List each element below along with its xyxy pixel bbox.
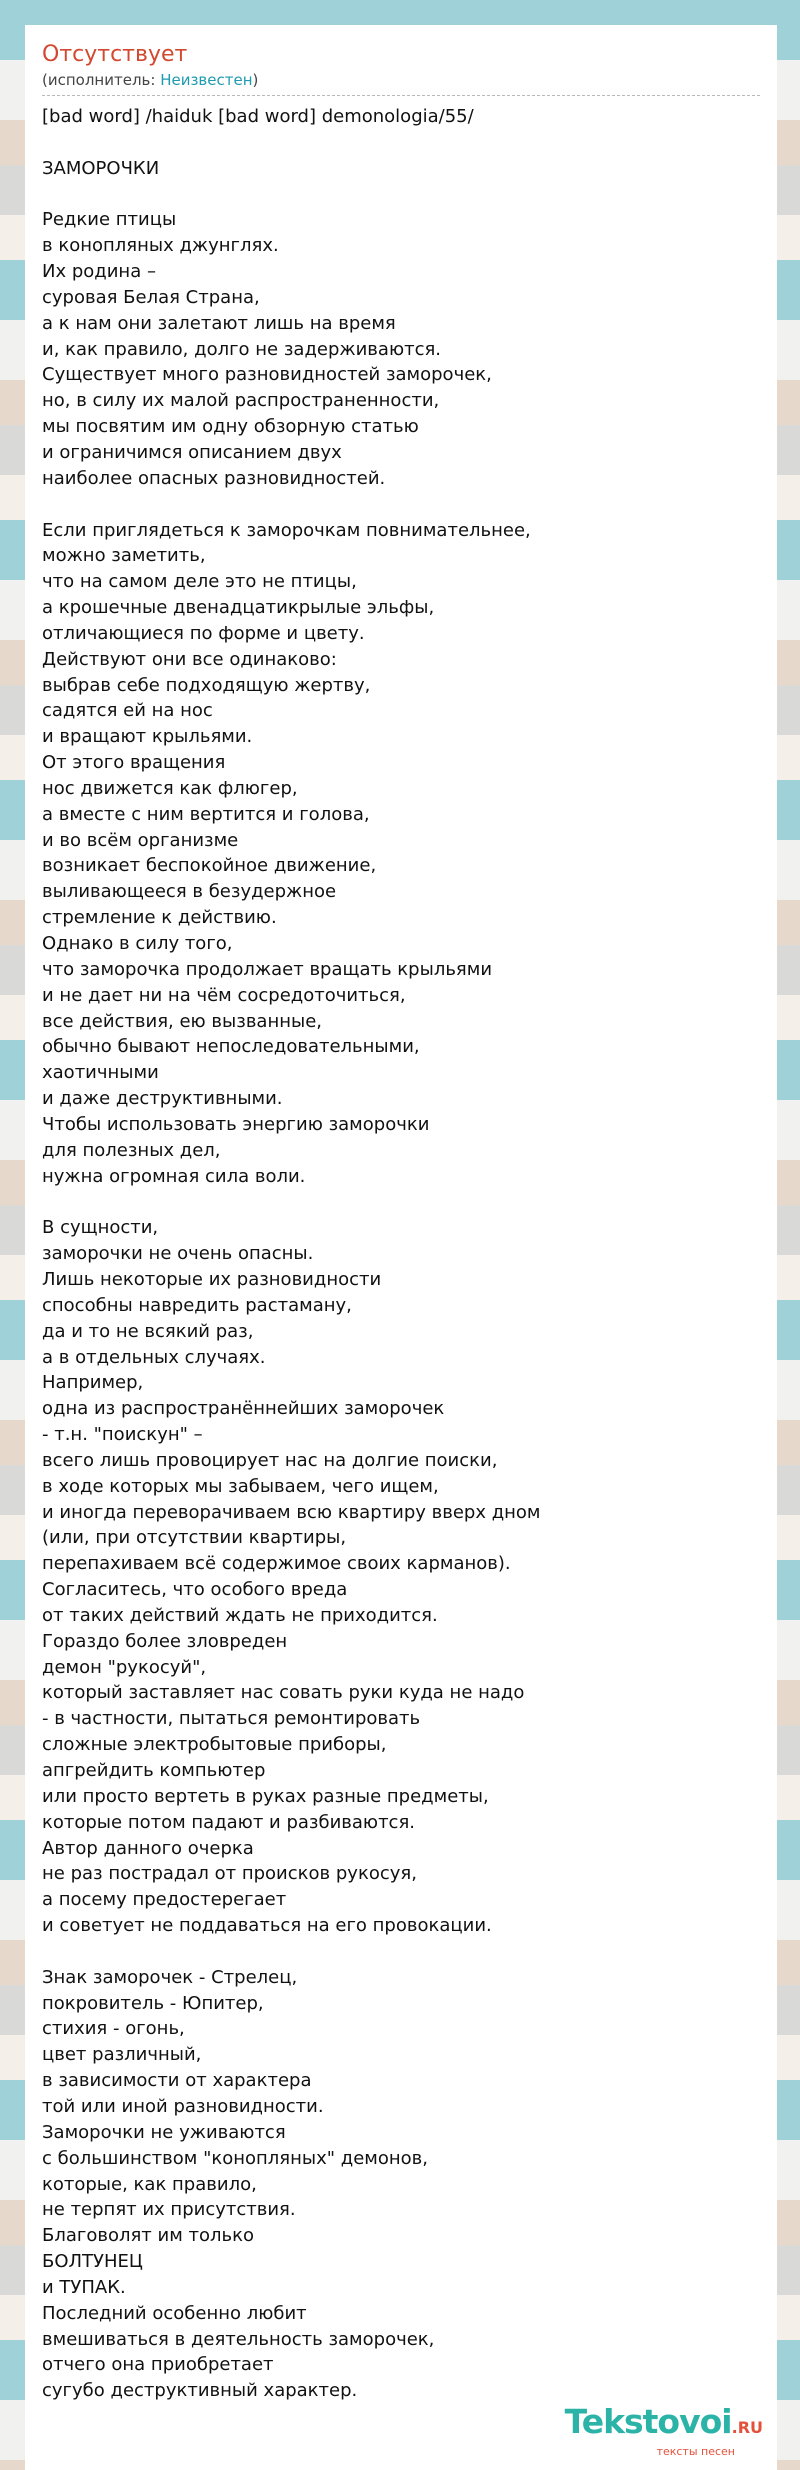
lyrics-line: всего лишь провоцирует нас на долгие поиски, <box>42 1449 498 1471</box>
lyrics-line: суровая Белая Страна, <box>42 286 260 308</box>
lyrics-line: обычно бывают непоследовательными, <box>42 1036 420 1058</box>
lyrics-line: что заморочка продолжает вращать крыльями <box>42 958 493 980</box>
lyrics-line: Однако в силу того, <box>42 933 233 954</box>
lyrics-text <box>42 104 760 2404</box>
lyrics-line: перепахиваем всё содержимое своих карманов). <box>42 1553 511 1575</box>
lyrics-line: ЗАМОРОЧКИ <box>42 157 160 179</box>
lyrics-line: Существует много разновидностей заморочек, <box>42 364 492 386</box>
lyrics-line: нос движется как флюгер, <box>42 777 298 799</box>
lyrics-line: цвет различный, <box>42 2044 202 2066</box>
lyrics-line: БОЛТУНЕЦ <box>42 2251 143 2273</box>
lyrics-line <box>42 1939 760 1965</box>
lyrics-line: не раз пострадал от происков рукосуя, <box>42 1863 417 1885</box>
lyrics-line: которые потом падают и разбиваются. <box>42 1811 415 1833</box>
lyrics-line <box>42 130 760 156</box>
lyrics-line: стремление к действию. <box>42 907 277 929</box>
performer-prefix: (исполнитель: <box>42 71 161 89</box>
lyrics-line: который заставляет нас совать руки куда не надо <box>42 1682 525 1704</box>
lyrics-line: апгрейдить компьютер <box>42 1760 266 1781</box>
lyrics-line: а к нам они залетают лишь на время <box>42 312 396 334</box>
lyrics-line: стихия - огонь, <box>42 2018 185 2040</box>
lyrics-line: не терпят их присутствия. <box>42 2199 296 2221</box>
lyrics-line: а вместе с ним вертится и голова, <box>42 803 370 825</box>
lyrics-line: от таких действий ждать не приходится. <box>42 1604 438 1626</box>
lyrics-line: в конопляных джунглях. <box>42 235 279 257</box>
song-title: Отсутствует <box>42 42 188 67</box>
lyrics-line: выливающееся в безудержное <box>42 881 337 903</box>
lyrics-line: а посему предостерегает <box>42 1889 287 1911</box>
lyrics-line: а в отдельных случаях. <box>42 1346 266 1368</box>
lyrics-line: - в частности, пытаться ремонтировать <box>42 1708 421 1730</box>
performer-link[interactable]: Неизвестен <box>160 71 253 89</box>
lyrics-line: садятся ей на нос <box>42 700 213 722</box>
lyrics-line: покровитель - Юпитер, <box>42 1992 264 2014</box>
lyrics-line: Согласитесь, что особого вреда <box>42 1579 348 1601</box>
lyrics-line: Например, <box>42 1372 144 1394</box>
lyrics-line: и во всём организме <box>42 829 239 851</box>
lyrics-line: для полезных дел, <box>42 1139 221 1161</box>
lyrics-line <box>42 492 760 518</box>
lyrics-line: Автор данного очерка <box>42 1837 254 1859</box>
lyrics-line: выбрав себе подходящую жертву, <box>42 674 371 696</box>
lyrics-line: а крошечные двенадцатикрылые эльфы, <box>42 597 435 619</box>
lyrics-line: Действуют они все одинаково: <box>42 648 337 670</box>
lyrics-line: наиболее опасных разновидностей. <box>42 467 386 489</box>
lyrics-line: и не дает ни на чём сосредоточиться, <box>42 984 406 1006</box>
performer-line <box>42 70 760 90</box>
dashed-divider <box>42 95 760 96</box>
performer-suffix: ) <box>252 71 259 89</box>
lyrics-line: но, в силу их малой распространенности, <box>42 390 440 412</box>
logo-domain: .RU <box>731 2418 763 2437</box>
lyrics-line: Заморочки не уживаются <box>42 2121 286 2143</box>
lyrics-line: и, как правило, долго не задерживаются. <box>42 338 442 360</box>
lyrics-line: вмешиваться в деятельность заморочек, <box>42 2328 435 2350</box>
logo-tagline: тексты песен <box>656 2445 735 2458</box>
lyrics-line: и ограничимся описанием двух <box>42 441 342 463</box>
lyrics-line: хаотичными <box>42 1062 159 1084</box>
logo-wordmark <box>565 2404 763 2446</box>
lyrics-line: и вращают крыльями. <box>42 726 253 748</box>
lyrics-line: и советует не поддаваться на его провокации. <box>42 1915 492 1937</box>
lyrics-line: Редкие птицы <box>42 209 177 231</box>
lyrics-line: в зависимости от характера <box>42 2070 312 2092</box>
lyrics-line: с большинством "конопляных" демонов, <box>42 2147 428 2169</box>
lyrics-line: можно заметить, <box>42 545 206 567</box>
lyrics-line: все действия, ею вызванные, <box>42 1010 323 1032</box>
lyrics-line: Если приглядеться к заморочкам повнимательнее, <box>42 519 531 541</box>
lyrics-line: и иногда переворачиваем всю квартиру вверх дном <box>42 1501 541 1523</box>
lyrics-line: нужна огромная сила воли. <box>42 1165 306 1187</box>
lyrics-line: Чтобы использовать энергию заморочки <box>42 1113 430 1135</box>
lyrics-line: которые, как правило, <box>42 2173 257 2195</box>
lyrics-line: Знак заморочек - Стрелец, <box>42 1966 298 1988</box>
lyrics-line: да и то не всякий раз, <box>42 1320 254 1342</box>
lyrics-line: мы посвятим им одну обзорную статью <box>42 416 419 438</box>
lyrics-line: Последний особенно любит <box>42 2302 307 2324</box>
lyrics-line <box>42 1189 760 1215</box>
lyrics-line: в ходе которых мы забываем, чего ищем, <box>42 1475 439 1497</box>
lyrics-line: заморочки не очень опасны. <box>42 1243 314 1265</box>
lyrics-line: сложные электробытовые приборы, <box>42 1734 387 1756</box>
lyrics-card <box>25 25 777 2470</box>
lyrics-line: одна из распространённейших заморочек <box>42 1398 445 1420</box>
lyrics-line: демон "рукосуй", <box>42 1656 207 1678</box>
lyrics-line <box>42 182 760 208</box>
lyrics-line: Гораздо более зловреден <box>42 1630 288 1652</box>
site-logo[interactable] <box>565 2404 763 2458</box>
lyrics-line: возникает беспокойное движение, <box>42 855 377 877</box>
lyrics-line: что на самом деле это не птицы, <box>42 571 357 593</box>
lyrics-line: сугубо деструктивный характер. <box>42 2380 358 2402</box>
lyrics-line: или просто вертеть в руках разные предметы, <box>42 1785 489 1807</box>
lyrics-line: (или, при отсутствии квартиры, <box>42 1527 347 1549</box>
lyrics-line: От этого вращения <box>42 752 226 774</box>
lyrics-line: и даже деструктивными. <box>42 1088 283 1110</box>
lyrics-line: В сущности, <box>42 1217 159 1239</box>
lyrics-line: способны навредить растаману, <box>42 1294 352 1316</box>
logo-name: Tekstovoi <box>564 2402 732 2441</box>
lyrics-line: отчего она приобретает <box>42 2354 274 2376</box>
lyrics-line: - т.н. "поискун" – <box>42 1424 203 1446</box>
lyrics-line: той или иной разновидности. <box>42 2095 324 2117</box>
lyrics-line: отличающиеся по форме и цвету. <box>42 622 365 644</box>
lyrics-line: Их родина – <box>42 261 156 283</box>
lyrics-line: Благоволят им только <box>42 2225 255 2247</box>
lyrics-line: Лишь некоторые их разновидности <box>42 1268 382 1290</box>
lyrics-line: и ТУПАК. <box>42 2276 126 2298</box>
lyrics-line: [bad word] /haiduk [bad word] demonologia/55/ <box>42 106 474 127</box>
